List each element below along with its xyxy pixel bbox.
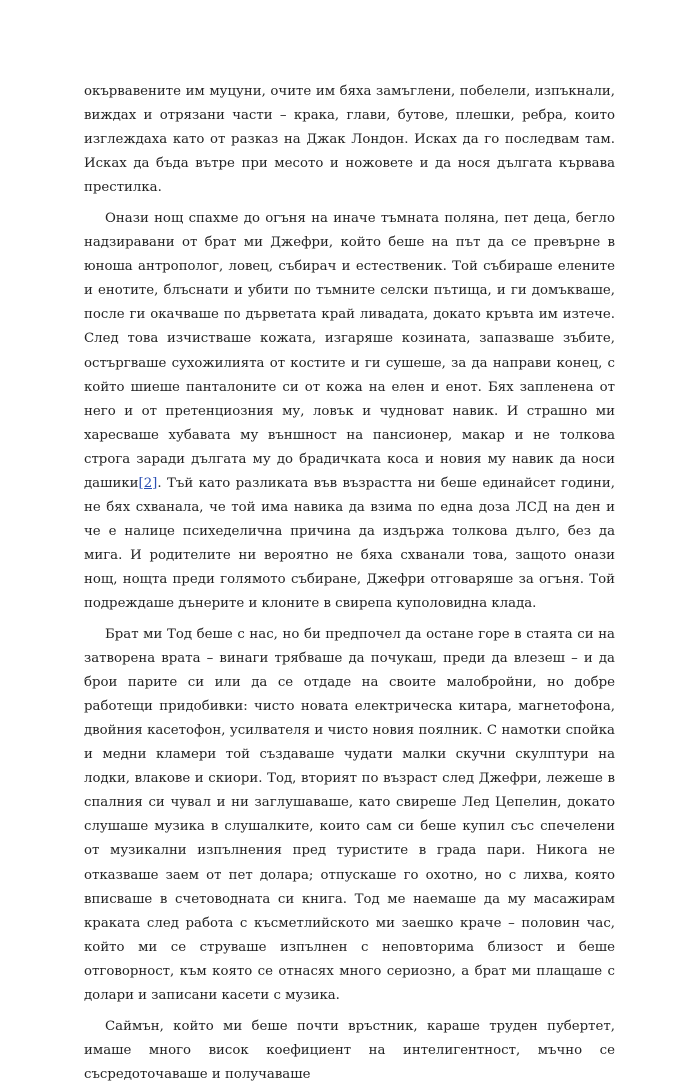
paragraph-text-after-footnote: . Тъй като разликата във възрастта ни беше единайсет години, не бях схванала, че той има навика да взима по една доза ЛСД на ден и че е налице психеделична причина да издържа толкова дълго, без да мига. И родителите ни вероятно не бяха схванали това, защото онази нощ, нощта преди голямото събиране, Джефри отговаряше за огъня. Той подреждаше дънерите и клоните в свирепа куполовидна клада. xyxy=(84,475,615,611)
footnote-link[interactable]: [2] xyxy=(138,475,158,491)
paragraph-text-before-footnote: Онази нощ спахме до огъня на иначе тъмната поляна, пет деца, бегло надзиравани от брат ми Джефри, който беше на път да се превърне в юноша антрополог, ловец, събирач и естественик. Той събираше елените и енотите, блъснати и убити по тъмните селски пътища, и ги домъкваше, после ги окачваше по дърветата край ливадата, докато кръвта им изтече. След това изчистваше кожата, изгаряше козината, запазваше зъбите, остъргваше сухожилията от костите и ги сушеше, за да направи конец, с който шиеше панталоните си от кожа на елен и енот. Бях запленена от него и от претенциозния му, ловък и чудноват навик. И страшно ми харесваше хубавата му външност на пансионер, макар и не толкова строга заради дългата му до брадичката коса и новия му навик да носи дашики xyxy=(84,211,615,491)
paragraph-simon: Саймън, който ми беше почти връстник, караше труден пубертет, имаше много висок коефициент на интелигентност, мъчно се съсредоточаваше и получаваше xyxy=(84,1018,615,1082)
document-page xyxy=(84,80,615,1087)
paragraph-campfire-night xyxy=(84,207,615,616)
paragraph-brother-tod: Брат ми Тод беше с нас, но би предпочел да остане горе в стаята си на затворена врата – винаги трябваше да почукаш, преди да влезеш – и да брои парите си или да се отдаде на своите малобройни, но добре работещи придобивки: чисто новата електрическа китара, магнетофона, двойния касетофон, усилвателя и чисто новия поялник. С намотки спойка и медни кламери той създаваше чудати малки скучни скулптури на лодки, влакове и скиори. Тод, вторият по възраст след Джефри, лежеше в спалния си чувал и ни заглушаваше, като свиреше Лед Цепелин, докато слушаше музика в слушалките, които сам си беше купил със спечелени от музикални изпълнения пред туристите в града пари. Никога не отказваше заем от пет долара; отпускаше го охотно, но с лихва, която вписваше в счетоводната си книга. Тод ме наемаше да му масажирам краката след работа с късметлийското ми заешко краче – половин час, който ми се струваше изпълнен с неповторима близост и беше отговорност, към която се отнасях много сериозно, а брат ми плащаше с долари и записани касети с музика. xyxy=(84,627,615,1003)
paragraph-continuation: окървавените им муцуни, очите им бяха замъглени, побелели, изпъкнали, виждах и отрязани части – крака, глави, бутове, плешки, ребра, които изглеждаха като от разказ на Джак Лондон. Искаx да го последвам там. Исках да бъда вътре при месото и ножовете и да нося дългата кървава престилка. xyxy=(84,84,615,196)
